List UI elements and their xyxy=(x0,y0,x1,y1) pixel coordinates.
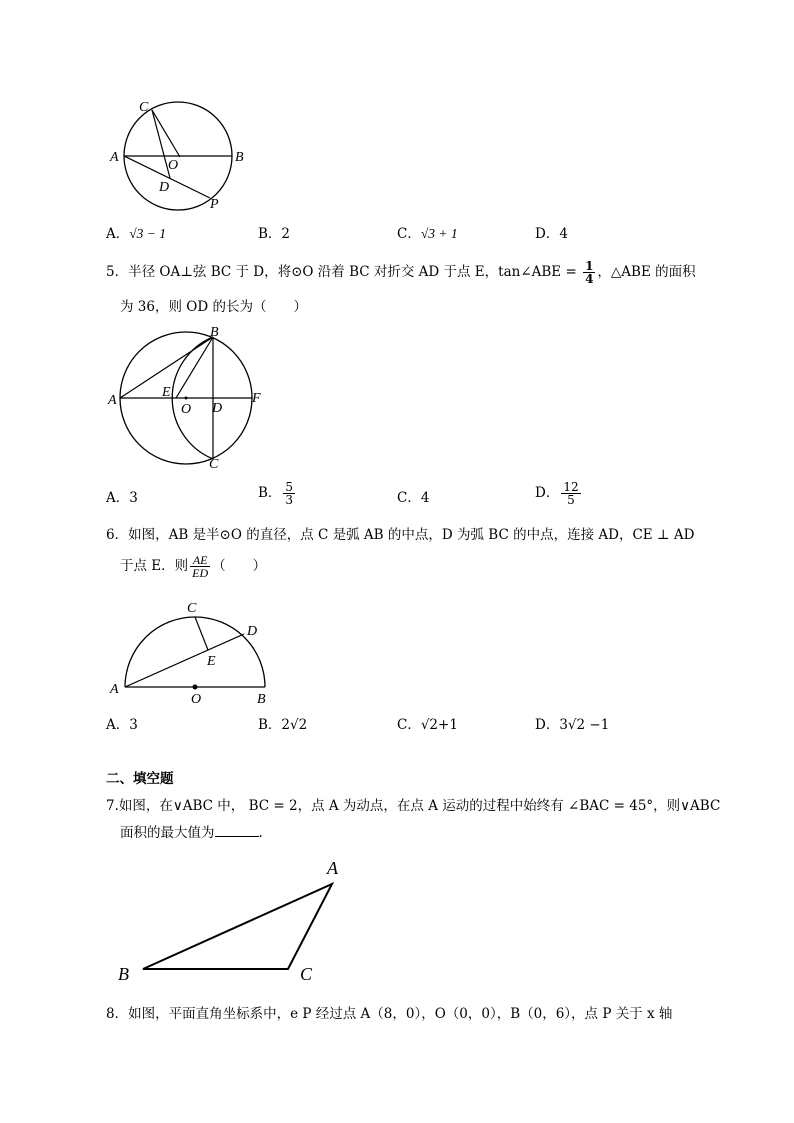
fig2-label-a: A xyxy=(108,393,117,408)
fig2-label-e: E xyxy=(162,385,171,400)
fig3-label-e: E xyxy=(207,654,216,669)
figure-triangle xyxy=(110,852,350,987)
answer-blank[interactable] xyxy=(215,822,259,837)
fig1-label-o: O xyxy=(168,158,179,173)
q5-option-d: D． $\frac{12}{5}$ xyxy=(535,480,579,507)
fig2-label-b: B xyxy=(210,325,219,340)
q6-line1: 6．如图，AB 是半⊙O 的直径，点 C 是弧 AB 的中点，D 为弧 BC 的中点，连接 AD，CE ⊥ AD xyxy=(106,527,695,543)
fig4-label-a: A xyxy=(327,858,338,878)
q6-option-b: B．2√2 xyxy=(258,717,308,733)
fig4-label-b: B xyxy=(118,964,129,984)
q4-option-b: B．2 xyxy=(258,226,291,242)
fig1-label-c: C xyxy=(139,100,149,115)
figure-circle-1 xyxy=(100,95,260,215)
fig1-label-p: P xyxy=(210,197,219,212)
fig3-label-o: O xyxy=(191,692,202,707)
fig1-label-a: A xyxy=(110,150,119,165)
q6-option-d: D．3√2 −1 xyxy=(535,717,610,733)
fig3-label-d: D xyxy=(247,624,258,639)
q7-line1: 7.如图，在∨ABC 中， BC = 2，点 A 为动点，在点 A 运动的过程中始终有 ∠BAC = 45°，则∨ABC xyxy=(106,798,721,814)
q8-line1: 8．如图，平面直角坐标系中，e P 经过点 A（8，0），O（0，0），B（0，6），点 P 关于 x 轴 xyxy=(106,1006,673,1022)
figure-circle-2 xyxy=(100,322,270,472)
q6-option-c: C．√2+1 xyxy=(397,717,458,733)
q7-line2: 面积的最大值为 . xyxy=(120,822,263,843)
fig4-label-c: C xyxy=(300,964,313,984)
q5-line1: 5．半径 OA⊥弦 BC 于 D，将⊙O 沿着 BC 对折交 AD 于点 E，tan∠ABE = $\frac{1}{4}$ ，△ABE 的面积 xyxy=(106,259,696,286)
q5-fraction: $\frac{1}{4}$ xyxy=(585,259,594,286)
fig3-label-a: A xyxy=(110,682,119,697)
fig2-label-d: D xyxy=(212,401,223,416)
q4-option-c: C．√3 + 1 xyxy=(397,226,458,242)
fig1-label-b: B xyxy=(235,150,244,165)
q5-option-c: C．4 xyxy=(397,490,430,506)
q5-line2: 为 36，则 OD 的长为（ ） xyxy=(120,299,307,315)
q4-option-d: D．4 xyxy=(535,226,568,242)
q6-line2: 于点 E．则 $\frac{AE}{ED}$ （ ） xyxy=(120,553,267,580)
fig2-label-c: C xyxy=(209,457,219,472)
q5-option-a: A．3 xyxy=(106,490,138,506)
figure-semicircle xyxy=(100,595,280,710)
fig2-label-f: F xyxy=(252,391,261,406)
fig3-label-c: C xyxy=(187,601,197,616)
fig2-label-o: O xyxy=(181,402,192,417)
q6-option-a: A．3 xyxy=(106,717,138,733)
q5-option-b: B． $\frac{5}{3}$ xyxy=(258,480,294,507)
section-heading-fill-in: 二、填空题 xyxy=(106,771,174,787)
fig3-label-b: B xyxy=(257,692,266,707)
q4-option-a: A．√3 − 1 xyxy=(106,226,167,242)
fig1-label-d: D xyxy=(159,180,170,195)
